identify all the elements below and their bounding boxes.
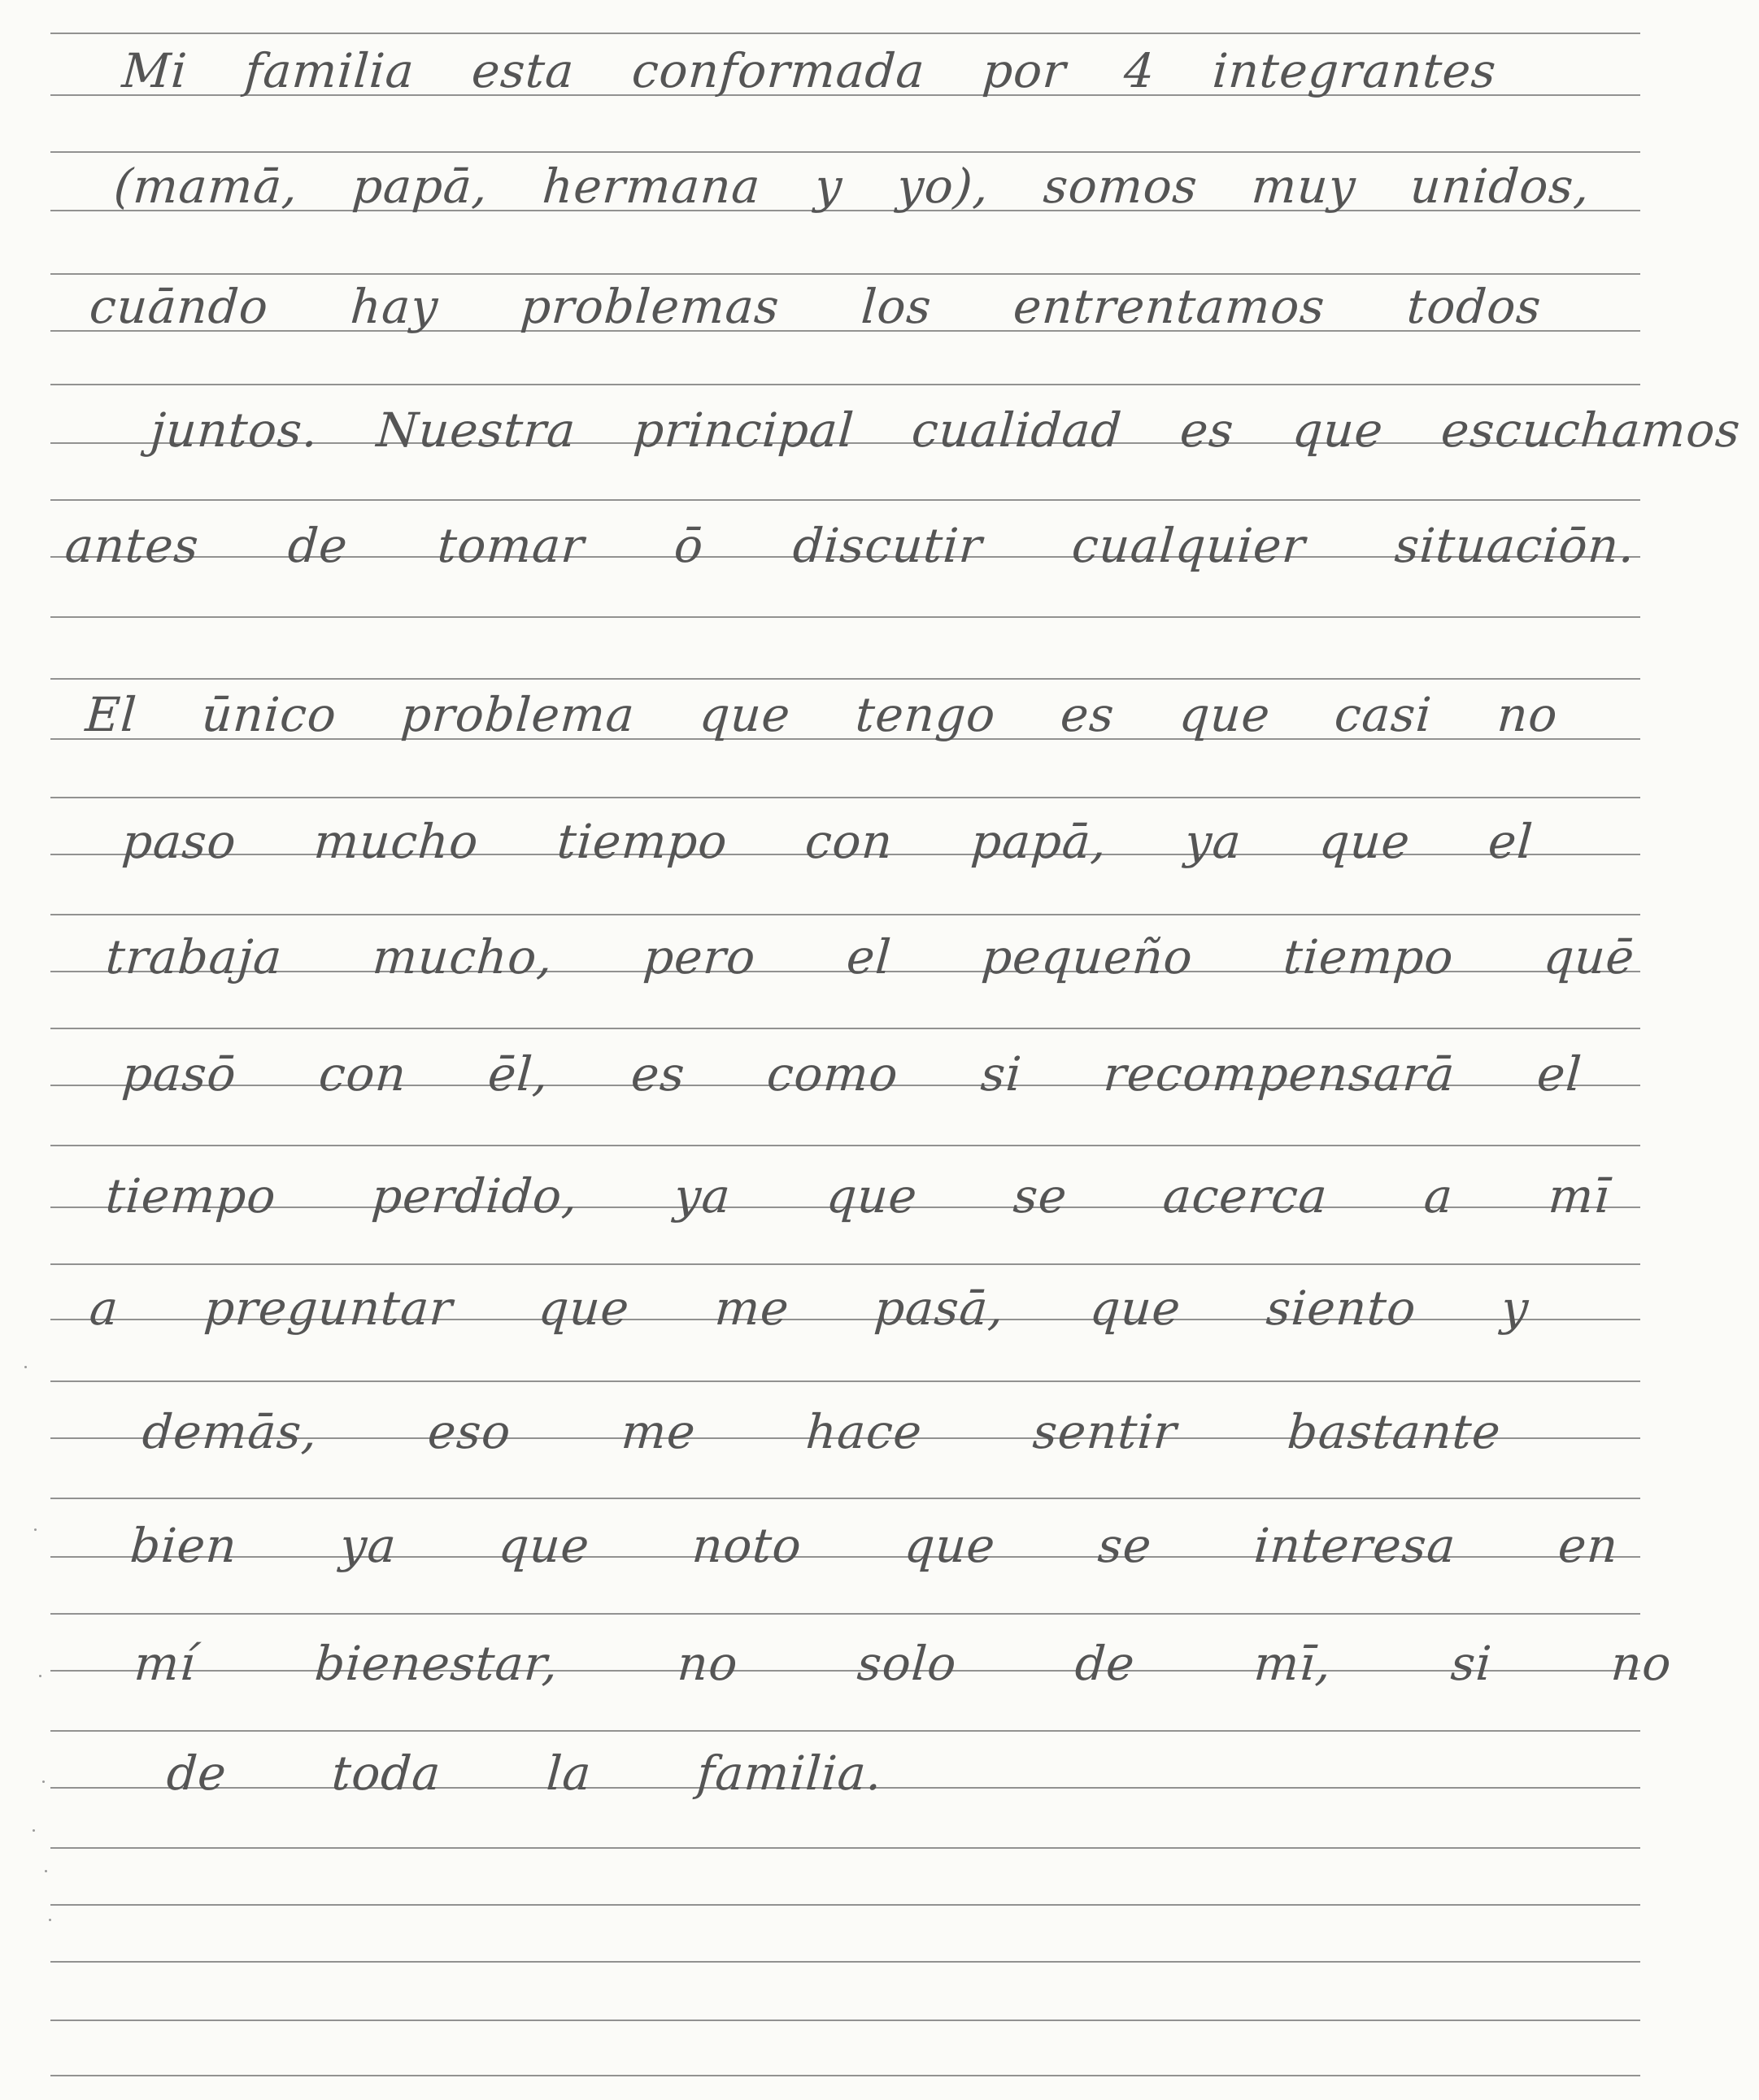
- handwritten-word: pero: [641, 929, 758, 985]
- text-line: [65, 478, 1635, 576]
- text-line: [103, 1128, 1613, 1226]
- ruled-line: [50, 1904, 1640, 1906]
- handwritten-word: escuchamos: [1439, 402, 1743, 458]
- handwritten-word: perdido,: [370, 1168, 581, 1224]
- handwritten-word: familia: [242, 43, 416, 98]
- handwritten-word: mī: [1547, 1168, 1613, 1224]
- handwritten-word: me: [619, 1404, 698, 1459]
- handwritten-word: ēl,: [486, 1046, 551, 1102]
- handwritten-word: el: [1535, 1046, 1584, 1102]
- handwritten-word: es: [629, 1046, 687, 1102]
- handwritten-word: y: [813, 159, 845, 214]
- handwritten-word: cualquier: [1069, 518, 1308, 573]
- handwritten-word: tiempo: [1281, 929, 1456, 985]
- handwritten-word: interesa: [1252, 1518, 1458, 1573]
- handwritten-word: principal: [631, 402, 856, 458]
- handwritten-word: cualidad: [910, 402, 1125, 458]
- handwritten-word: conformada: [630, 43, 928, 98]
- handwritten-word: mucho,: [371, 929, 555, 985]
- handwritten-word: es: [1058, 687, 1117, 742]
- handwritten-word: bienestar,: [313, 1636, 560, 1691]
- handwritten-word: hace: [804, 1404, 925, 1459]
- handwritten-word: recompensarā: [1101, 1046, 1457, 1102]
- handwritten-word: Nuestra: [374, 402, 578, 458]
- handwritten-word: no: [1495, 687, 1560, 742]
- text-line: [128, 1478, 1621, 1576]
- handwritten-word: los: [859, 279, 934, 334]
- handwritten-word: yo),: [895, 159, 991, 214]
- handwritten-word: de: [1073, 1636, 1138, 1691]
- handwritten-word: bien: [128, 1518, 240, 1573]
- handwritten-word: la: [545, 1746, 594, 1801]
- handwritten-word: me: [712, 1280, 791, 1336]
- handwritten-word: paso: [120, 814, 239, 869]
- handwritten-word: casi: [1333, 687, 1435, 742]
- text-line: [148, 363, 1743, 460]
- handwritten-word: cuāndo: [87, 279, 271, 334]
- handwritten-word: situaciōn.: [1392, 518, 1637, 573]
- handwritten-word: ya: [672, 1168, 733, 1224]
- handwritten-word: que: [1177, 687, 1273, 742]
- handwritten-word: que: [1317, 814, 1413, 869]
- handwritten-word: unidos,: [1409, 159, 1592, 214]
- handwritten-word: tengo: [853, 687, 998, 742]
- handwritten-word: que: [536, 1280, 632, 1336]
- handwritten-word: mī,: [1252, 1636, 1334, 1691]
- handwritten-word: se: [1012, 1168, 1069, 1224]
- handwritten-word: de: [164, 1746, 229, 1801]
- handwritten-word: antes: [63, 518, 202, 573]
- handwritten-word: hay: [348, 279, 441, 334]
- handwritten-word: preguntar: [202, 1280, 455, 1336]
- handwritten-word: hermana: [541, 159, 763, 214]
- paper-speck: [49, 1919, 51, 1921]
- handwritten-word: y: [1500, 1280, 1531, 1336]
- handwritten-word: como: [765, 1046, 901, 1102]
- paper-speck: [33, 1829, 35, 1832]
- handwritten-word: se: [1095, 1518, 1154, 1573]
- handwritten-word: pasō: [120, 1046, 239, 1102]
- handwritten-word: si: [1448, 1636, 1494, 1691]
- handwritten-word: muy: [1250, 159, 1359, 214]
- handwritten-word: que: [1290, 402, 1386, 458]
- handwritten-word: pasā,: [872, 1280, 1007, 1336]
- paper-speck: [39, 1675, 41, 1677]
- handwritten-word: de: [286, 518, 350, 573]
- handwritten-word: con: [803, 814, 895, 869]
- handwritten-word: sentir: [1030, 1404, 1179, 1459]
- handwritten-word: que: [497, 1518, 592, 1573]
- text-line: [89, 1241, 1529, 1338]
- handwritten-word: acerca: [1161, 1168, 1330, 1224]
- handwritten-word: ō: [672, 518, 706, 573]
- handwritten-word: familia.: [695, 1746, 885, 1801]
- text-line: [103, 889, 1637, 987]
- handwritten-word: es: [1178, 402, 1236, 458]
- handwritten-word: esta: [470, 43, 577, 98]
- handwritten-word: mucho: [312, 814, 481, 869]
- handwritten-word: El: [83, 687, 139, 742]
- ruled-line: [50, 1847, 1640, 1849]
- handwritten-word: tomar: [435, 518, 587, 573]
- handwritten-word: problemas: [518, 279, 782, 334]
- handwritten-word: entrentamos: [1011, 279, 1327, 334]
- handwritten-word: papā,: [969, 814, 1109, 869]
- handwritten-word: ya: [337, 1518, 398, 1573]
- text-line: [122, 774, 1533, 872]
- handwritten-word: demās,: [140, 1404, 320, 1459]
- text-line: [83, 647, 1560, 745]
- paper-speck: [34, 1528, 37, 1531]
- handwritten-word: trabaja: [103, 929, 285, 985]
- handwritten-word: que: [1087, 1280, 1183, 1336]
- handwritten-word: que: [698, 687, 793, 742]
- handwritten-word: toda: [330, 1746, 443, 1801]
- handwritten-word: que: [825, 1168, 920, 1224]
- handwritten-word: somos: [1041, 159, 1200, 214]
- handwritten-word: integrantes: [1211, 43, 1499, 98]
- handwritten-word: noto: [690, 1518, 804, 1573]
- text-line: [122, 1007, 1582, 1104]
- handwritten-word: siento: [1264, 1280, 1418, 1336]
- handwritten-word: mí: [132, 1636, 198, 1691]
- handwritten-word: problema: [399, 687, 638, 742]
- text-line: [164, 1706, 885, 1803]
- text-line: [120, 3, 1499, 101]
- handwritten-word: ūnico: [199, 687, 339, 742]
- handwritten-word: por: [981, 43, 1069, 98]
- handwritten-word: solo: [855, 1636, 959, 1691]
- handwritten-word: tiempo: [555, 814, 729, 869]
- handwritten-word: tiempo: [103, 1168, 278, 1224]
- ruled-line: [50, 2020, 1640, 2021]
- handwritten-word: todos: [1404, 279, 1543, 334]
- handwritten-word: que: [902, 1518, 998, 1573]
- handwritten-word: si: [978, 1046, 1024, 1102]
- paper-speck: [45, 1870, 47, 1872]
- handwritten-word: a: [87, 1280, 121, 1336]
- ruled-line: [50, 1961, 1640, 1963]
- text-line: [111, 119, 1592, 216]
- handwritten-word: no: [1609, 1636, 1674, 1691]
- handwritten-word: (mamā,: [111, 159, 300, 214]
- handwritten-word: el: [844, 929, 894, 985]
- handwritten-word: ya: [1182, 814, 1243, 869]
- handwritten-word: pequeño: [979, 929, 1195, 985]
- handwritten-word: bastante: [1285, 1404, 1503, 1459]
- handwritten-word: discutir: [790, 518, 985, 573]
- handwritten-word: el: [1486, 814, 1535, 869]
- handwritten-word: 4: [1122, 43, 1157, 98]
- handwritten-word: eso: [425, 1404, 513, 1459]
- handwritten-word: papā,: [350, 159, 490, 214]
- handwritten-word: Mi: [120, 43, 189, 98]
- text-line: [140, 1364, 1503, 1462]
- handwritten-word: juntos.: [148, 402, 320, 458]
- ruled-line: [50, 2075, 1640, 2076]
- handwritten-word: no: [675, 1636, 740, 1691]
- paper-speck: [24, 1366, 27, 1368]
- handwritten-word: a: [1422, 1168, 1455, 1224]
- handwritten-word: en: [1557, 1518, 1621, 1573]
- handwritten-word: quē: [1542, 929, 1637, 985]
- paper-speck: [42, 1780, 45, 1783]
- ruled-line: [50, 616, 1640, 618]
- text-line: [132, 1596, 1674, 1693]
- text-line: [89, 239, 1541, 337]
- handwritten-word: con: [316, 1046, 408, 1102]
